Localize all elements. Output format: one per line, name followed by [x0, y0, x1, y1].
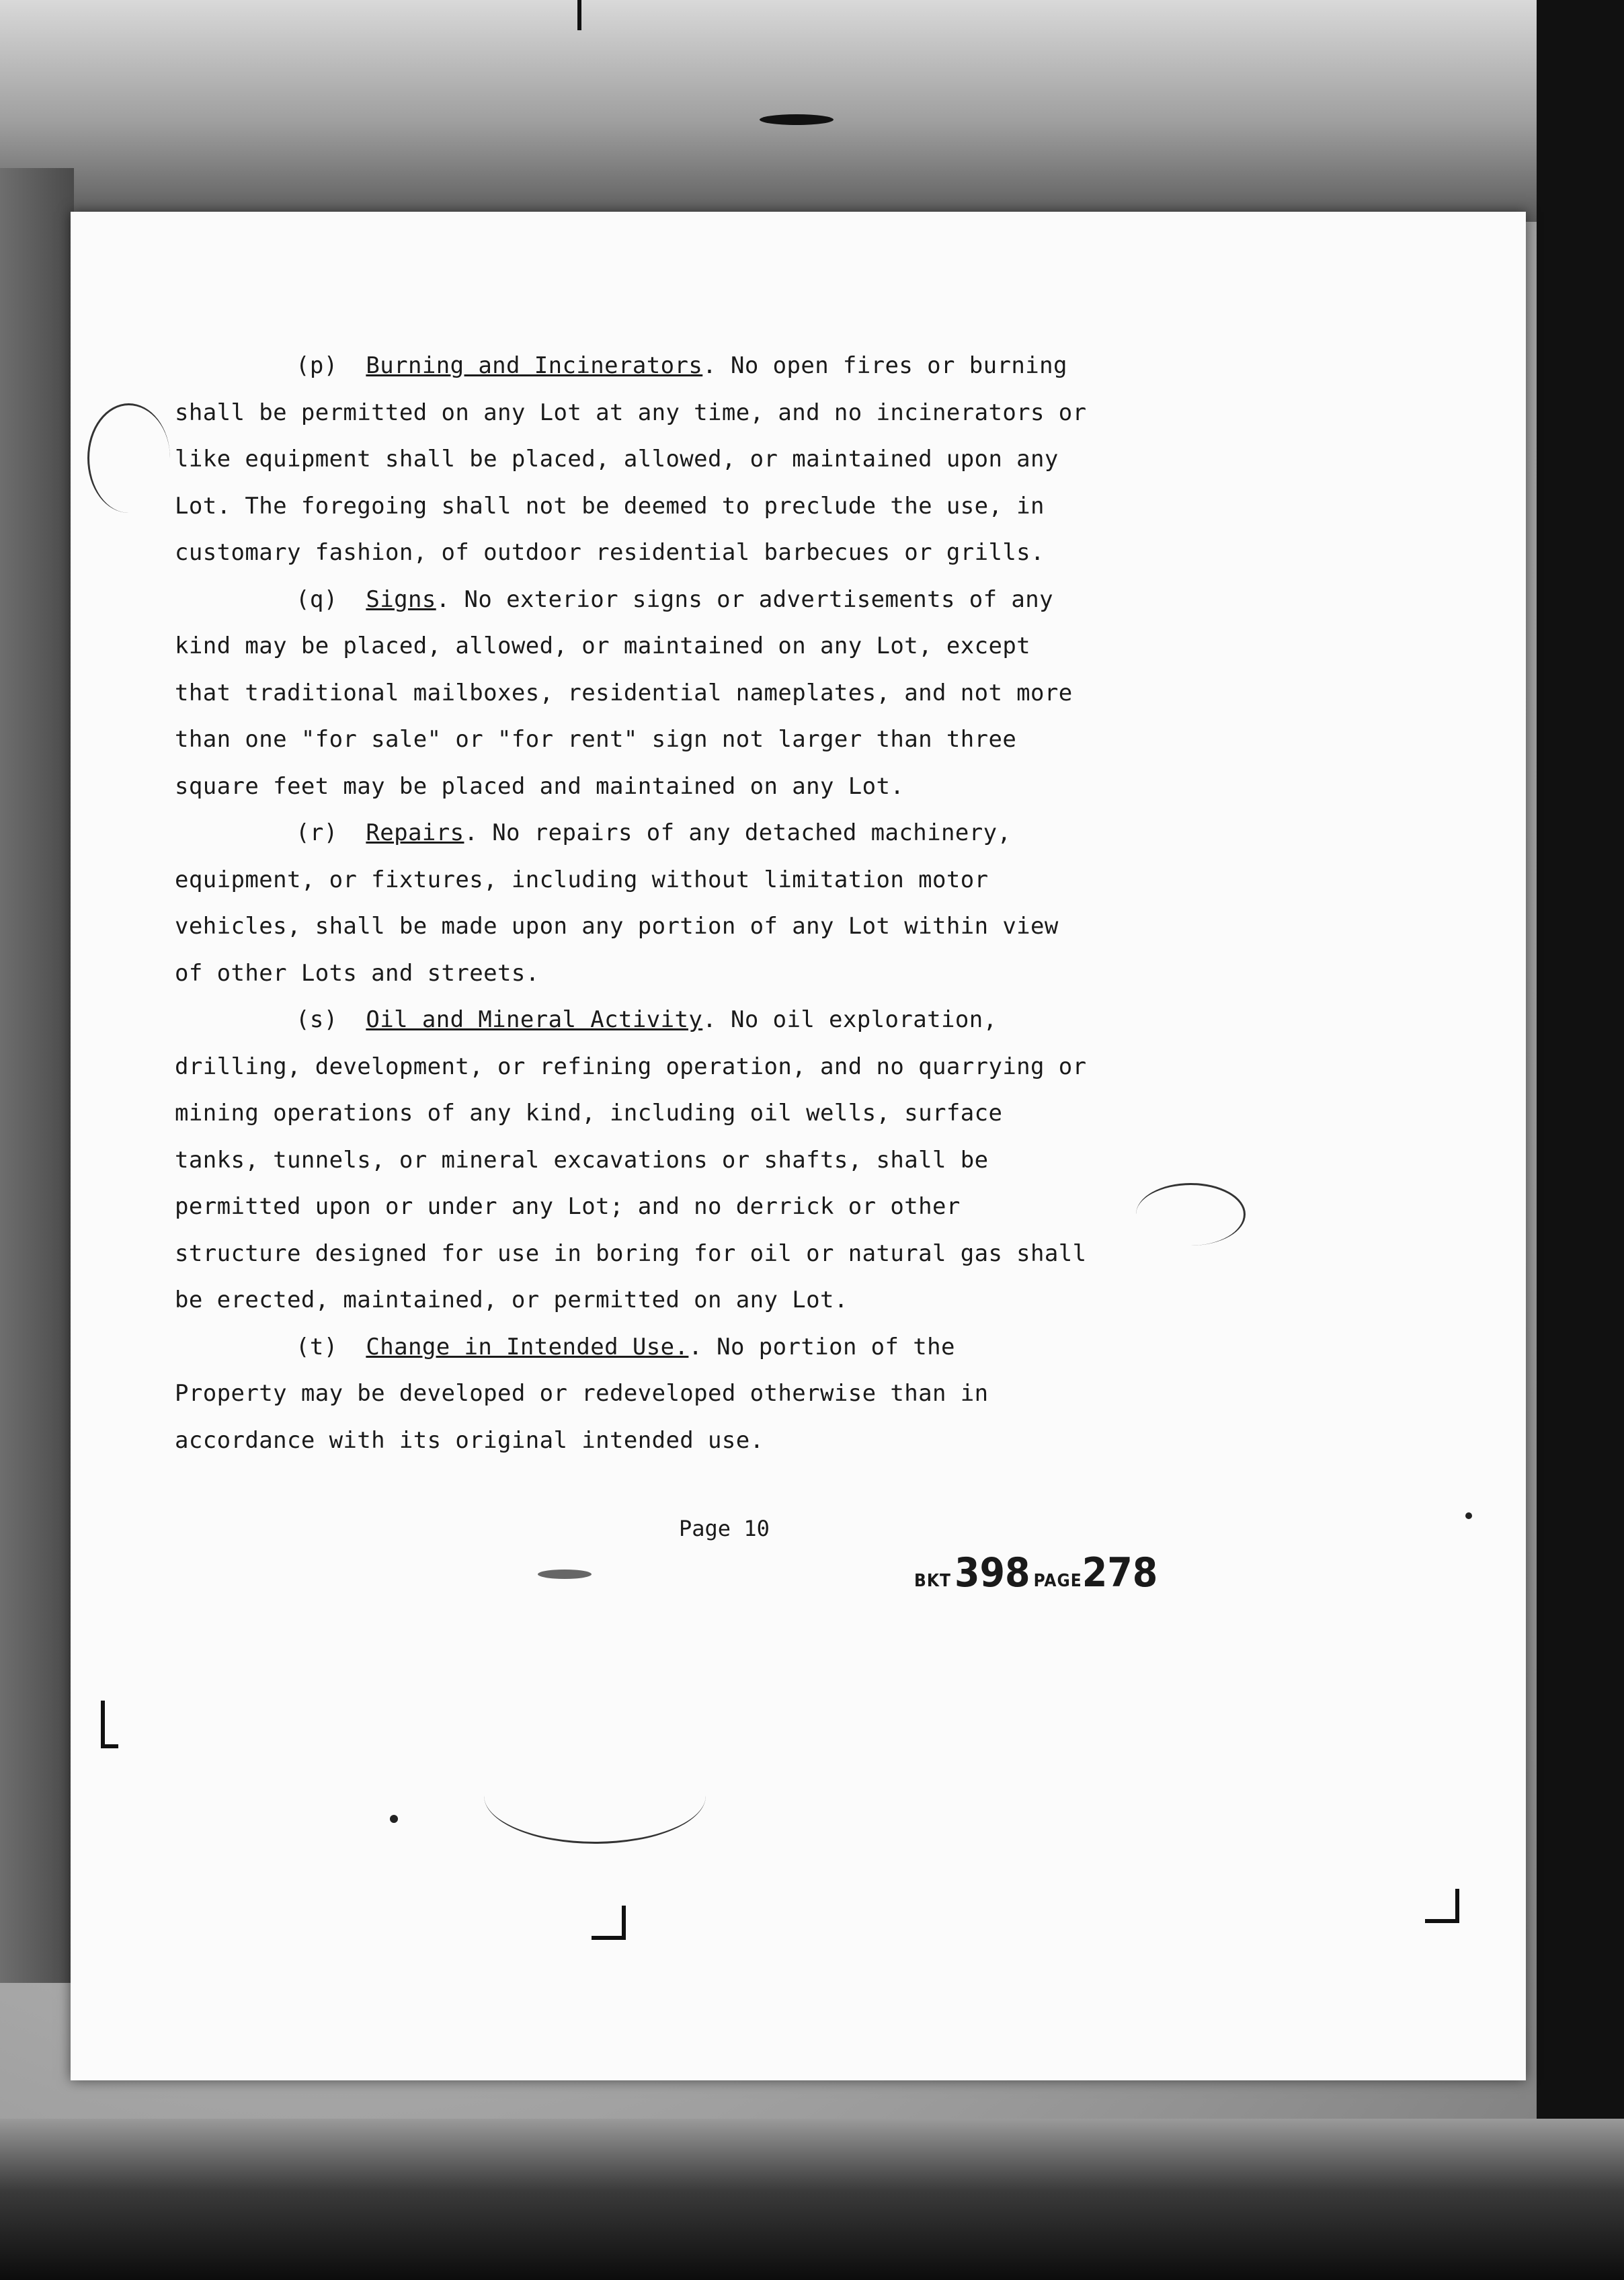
paragraph-s: [175, 997, 1196, 1324]
paragraph-line: . No repairs of any detached machinery,: [464, 819, 1012, 846]
paragraph-p: [175, 343, 1196, 577]
paragraph-line: of other Lots and streets.: [175, 959, 540, 987]
book-page-number: 278: [1082, 1549, 1158, 1596]
paragraph-line: Property may be developed or redeveloped otherwise than in: [175, 1380, 989, 1407]
paragraph-line: accordance with its original intended use.: [175, 1426, 764, 1454]
crop-mark-bottom: [592, 1906, 626, 1940]
paragraph-line: shall be permitted on any Lot at any time, and no incinerators or: [175, 399, 1087, 426]
paragraph-line: . No oil exploration,: [702, 1006, 998, 1033]
paragraph-line: that traditional mailboxes, residential nameplates, and not more: [175, 679, 1073, 706]
paragraph-line: . No portion of the: [688, 1333, 955, 1360]
paragraph-label: (s): [296, 1006, 338, 1033]
paragraph-line: customary fashion, of outdoor residential barbecues or grills.: [175, 539, 1045, 566]
paragraph-label: (p): [296, 352, 338, 379]
paragraph-line: than one "for sale" or "for rent" sign not larger than three: [175, 726, 1017, 753]
paragraph-line: . No open fires or burning: [702, 352, 1067, 379]
scan-right-edge: [1537, 0, 1624, 2280]
paragraph-line: like equipment shall be placed, allowed, or maintained upon any: [175, 446, 1059, 473]
speck: [760, 114, 834, 125]
paragraph-line: kind may be placed, allowed, or maintained on any Lot, except: [175, 633, 1031, 659]
paragraph-line: vehicles, shall be made upon any portion of any Lot within view: [175, 913, 1059, 940]
paragraph-line: permitted upon or under any Lot; and no derrick or other: [175, 1193, 961, 1220]
speck: [390, 1815, 398, 1823]
speck: [538, 1570, 592, 1579]
crop-mark-top: [568, 0, 581, 30]
book-prefix: BKT: [914, 1571, 951, 1591]
paragraph-line: . No exterior signs or advertisements of any: [436, 585, 1053, 613]
paragraph-line: Lot. The foregoing shall not be deemed to preclude the use, in: [175, 492, 1045, 520]
document-body: [175, 343, 1196, 1464]
paragraph-line: equipment, or fixtures, including without limitation motor: [175, 866, 989, 893]
paragraph-line: drilling, development, or refining operation, and no quarrying or: [175, 1053, 1087, 1080]
crop-mark-right: [1425, 1889, 1459, 1923]
paragraph-t: [175, 1324, 1196, 1465]
paragraph-q: [175, 577, 1196, 811]
scan-bottom-edge: [0, 2119, 1624, 2280]
paragraph-label: (r): [296, 819, 338, 846]
paragraph-label: (t): [296, 1333, 338, 1360]
paragraph-heading: Signs: [366, 585, 436, 613]
page-word: PAGE: [1033, 1571, 1082, 1591]
page-number: Page 10: [679, 1516, 770, 1541]
book-number: 398: [954, 1549, 1030, 1596]
paragraph-line: structure designed for use in boring for oil or natural gas shall: [175, 1239, 1087, 1267]
book-page-stamp: [914, 1549, 1158, 1596]
scratch-mark: [87, 403, 170, 513]
scratch-mark: [484, 1748, 706, 1844]
scan-left-shadow: [0, 168, 74, 1983]
paragraph-label: (q): [296, 585, 338, 613]
paragraph-heading: Change in Intended Use.: [366, 1333, 689, 1360]
crop-mark-left: [101, 1701, 118, 1748]
paragraph-line: square feet may be placed and maintained on any Lot.: [175, 772, 905, 800]
paragraph-heading: Burning and Incinerators: [366, 352, 703, 379]
speck: [1465, 1512, 1472, 1519]
scan-top-shadow: [0, 0, 1539, 222]
paragraph-heading: Repairs: [366, 819, 464, 846]
paragraph-line: be erected, maintained, or permitted on any Lot.: [175, 1287, 848, 1313]
paragraph-heading: Oil and Mineral Activity: [366, 1006, 703, 1033]
paragraph-line: tanks, tunnels, or mineral excavations or shafts, shall be: [175, 1146, 989, 1174]
paragraph-r: [175, 810, 1196, 997]
paragraph-line: mining operations of any kind, including oil wells, surface: [175, 1100, 1003, 1127]
